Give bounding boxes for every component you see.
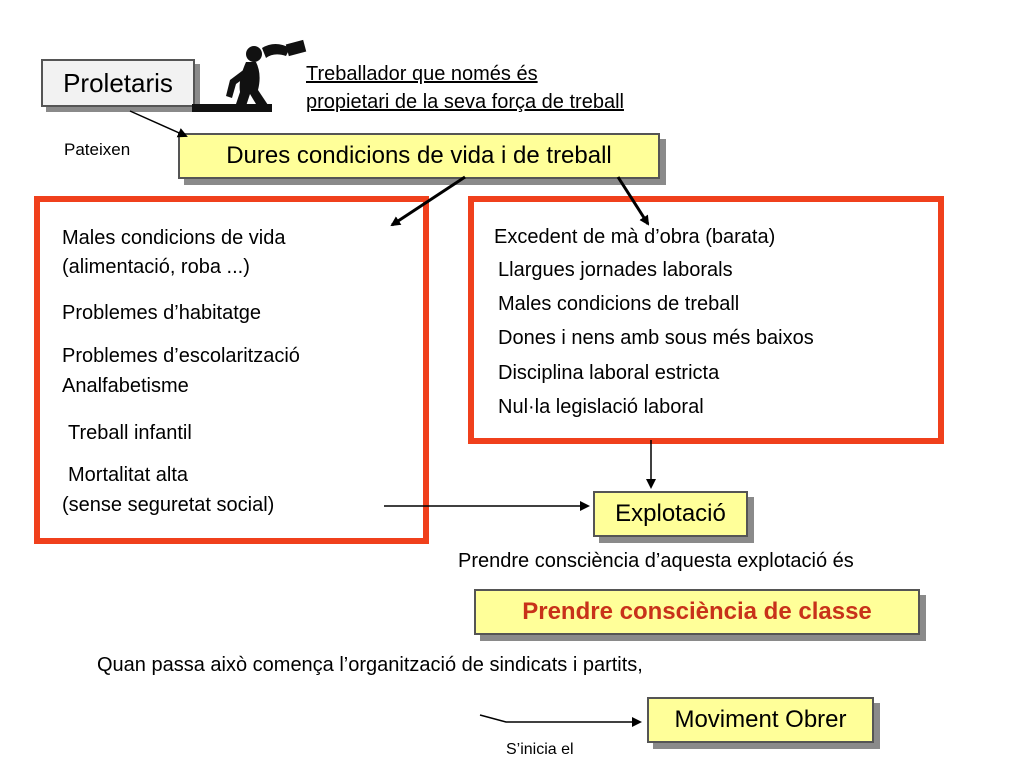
- explotacio-box: [593, 491, 748, 537]
- dures-condicions-box: [178, 133, 660, 179]
- left-box-line-7: Mortalitat alta: [68, 464, 189, 486]
- definition-line-2: propietari de la seva força de treball: [306, 91, 624, 113]
- consciencia-classe-label: Prendre consciència de classe: [522, 598, 872, 625]
- right-box-line-5: Disciplina laboral estricta: [498, 362, 720, 384]
- left-box-line-1: Males condicions de vida: [62, 227, 286, 249]
- pateixen-label: Pateixen: [64, 140, 131, 159]
- proletaris-box: [41, 59, 195, 107]
- explotacio-label: Explotació: [615, 500, 726, 527]
- right-box-line-6: Nul·la legislació laboral: [498, 396, 704, 418]
- dures-condicions-label: Dures condicions de vida i de treball: [226, 142, 612, 169]
- organitzacio-text: Quan passa això comença l’organització de sindicats i partits,: [97, 654, 643, 676]
- inicia-label: S’inicia el: [506, 741, 574, 758]
- left-box-line-6: Treball infantil: [68, 422, 192, 444]
- left-box-line-2: (alimentació, roba ...): [62, 256, 250, 278]
- consciencia-classe-box: [474, 589, 920, 635]
- left-box-line-3: Problemes d’habitatge: [62, 302, 262, 324]
- right-box-line-1: Excedent de mà d’obra (barata): [494, 226, 776, 248]
- right-box-line-2: Llargues jornades laborals: [498, 259, 733, 281]
- moviment-obrer-box: [647, 697, 874, 743]
- right-box-line-4: Dones i nens amb sous més baixos: [498, 327, 814, 349]
- proletaris-label: Proletaris: [63, 68, 173, 98]
- arrow-to-moviment: [480, 715, 640, 722]
- left-box-line-8: (sense seguretat social): [62, 494, 275, 516]
- left-box-line-5: Analfabetisme: [62, 375, 189, 397]
- moviment-obrer-label: Moviment Obrer: [674, 706, 847, 733]
- right-box-line-3: Males condicions de treball: [498, 293, 740, 315]
- definition-line-1: Treballador que només és: [306, 63, 538, 85]
- consciencia-intro: Prendre consciència d’aquesta explotació és: [458, 550, 854, 572]
- left-box-line-4: Problemes d’escolarització: [62, 345, 300, 367]
